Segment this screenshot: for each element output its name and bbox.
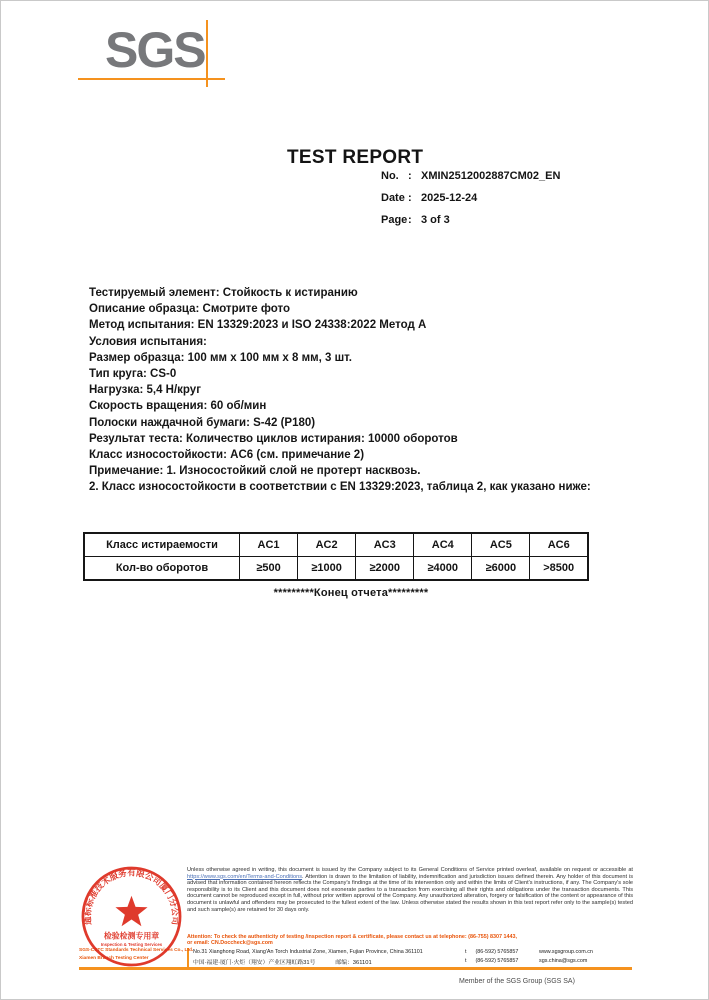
table-cell-ac4: AC4 (414, 533, 472, 557)
stamp-star-icon (115, 896, 147, 927)
company-stamp (80, 865, 183, 968)
report-details (89, 285, 645, 495)
logo-horizontal-rule (78, 78, 225, 80)
detail-sample-description: Описание образца: Смотрите фото (89, 303, 291, 316)
company-name-line2: Xiamen Branch Testing Center (79, 955, 149, 961)
report-number-value: XMIN2512002887CM02_EN (421, 170, 561, 182)
report-date-label: Date (381, 192, 405, 204)
phone-number: (86-592) 5765857 (475, 957, 519, 964)
report-date-value: 2025-12-24 (421, 192, 478, 204)
table-cell-ac1: AC1 (240, 533, 298, 557)
terms-and-conditions-link[interactable]: https://www.sgs.com/en/Terms-and-Conditions (187, 873, 303, 880)
detail-test-conditions: Условия испытания: (89, 335, 207, 348)
table-cell-rev-ac5: ≥6000 (472, 557, 530, 581)
disclaimer-text-post: . Attention is drawn to the limitation of liability, indemnification and jurisdiction issues defined therein. Any holder of this document is advised that information contained hereon reflects the Company's findings at the time of its intervention only and within the limits of Client's instructions, if any. The Company's sole responsibility is to its Client and this document does not exonerate parties to a transaction from exercising all their rights and obligations under the transaction documents. This document cannot be reproduced except in full, without prior written approval of the Company. Any unauthorized alteration, forgery or falsification of the content or appearance of this document is unlawful and offenders may be prosecuted to the fullest extent of the law. Unless otherwise stated the results shown in this test report refer only to the sample(s) tested and such sample(s) are retained for 30 days only. (187, 873, 633, 913)
table-cell-rev-ac1: ≥500 (240, 557, 298, 581)
address-chinese-text: 中国·福建·厦门·火炬（翔安）产业区翔虹路31号 (193, 960, 316, 966)
detail-wheel-type: Тип круга: CS-0 (89, 367, 177, 380)
table-header-class: Класс истираемости (84, 533, 240, 557)
report-page-row (381, 214, 641, 236)
contact-row-phone-web (465, 949, 593, 955)
table-row (84, 557, 588, 581)
report-date-row (381, 192, 641, 214)
report-page-label: Page (381, 214, 408, 226)
sgs-logo: SGS (105, 22, 205, 78)
table-cell-rev-ac2: ≥1000 (298, 557, 356, 581)
website-url: www.sgsgroup.com.cn (539, 949, 593, 955)
address-postcode: 邮编：361101 (335, 960, 372, 966)
table-cell-ac2: AC2 (298, 533, 356, 557)
table-row (84, 533, 588, 557)
report-number-row (381, 170, 641, 192)
detail-wear-class: Класс износостойкости: AC6 (см. примечание 2) (89, 448, 365, 461)
report-page-value: 3 of 3 (421, 214, 450, 226)
colon: : (408, 192, 412, 204)
abrasion-class-table (83, 532, 589, 581)
detail-rotation-speed: Скорость вращения: 60 об/мин (89, 400, 267, 413)
company-name-line1: SGS-CSTC Standards Technical Services Co., Ltd. (79, 948, 194, 953)
detail-test-result: Результат теста: Количество циклов истирания: 10000 оборотов (89, 432, 458, 445)
page-title: TEST REPORT (287, 147, 424, 168)
attention-line1: Attention: To check the authenticity of testing /inspection report & certificate, please contact us at telephone: (86-755) 8307 1443, (187, 934, 518, 940)
address-english: No.31 Xianghong Road, Xiang'An Torch Industrial Zone, Xiamen, Fujian Province, China 361101 (193, 949, 423, 955)
stamp-arc-text: 通标标准技术服务有限公司厦门分公司 (82, 867, 181, 926)
detail-tested-item: Тестируемый элемент: Стойкость к истиранию (89, 287, 358, 299)
table-cell-rev-ac3: ≥2000 (356, 557, 414, 581)
disclaimer-paragraph (187, 867, 633, 913)
stamp-english-text: Inspection & Testing Services (100, 942, 163, 948)
attention-line2: or email: CN.Doccheck@sgs.com (187, 940, 273, 947)
end-of-report-note: *********Конец отчета********* (273, 587, 429, 599)
table-cell-ac3: AC3 (356, 533, 414, 557)
detail-test-method: Метод испытания: EN 13329:2023 и ISO 24338:2022 Метод А (89, 319, 427, 332)
email-address: sgs.china@sgs.com (539, 957, 588, 964)
stamp-purpose-text: 检验检测专用章 (103, 931, 160, 941)
contact-row-phone-email (465, 958, 587, 964)
disclaimer-text-pre: Unless otherwise agreed in writing, this document is issued by the Company subject to its General Conditions of Service printed overleaf, available on request or accessible at (187, 867, 633, 873)
logo-vertical-rule (206, 20, 208, 87)
detail-sample-size: Размер образца: 100 мм x 100 мм x 8 мм, 3 шт. (89, 351, 352, 364)
address-chinese (193, 957, 372, 966)
table-cell-ac5: AC5 (472, 533, 530, 557)
phone-prefix: t (465, 957, 467, 964)
report-number-label: No. (381, 170, 399, 182)
phone-prefix: t (465, 949, 467, 955)
sgs-member-note: Member of the SGS Group (SGS SA) (459, 978, 575, 985)
colon: : (408, 214, 412, 226)
table-cell-rev-ac6: >8500 (530, 557, 588, 581)
colon: : (408, 170, 412, 182)
detail-sandpaper-strips: Полоски наждачной бумаги: S-42 (P180) (89, 416, 316, 429)
table-cell-rev-ac4: ≥4000 (414, 557, 472, 581)
detail-load: Нагрузка: 5,4 Н/круг (89, 384, 201, 397)
table-header-revolutions: Кол-во оборотов (84, 557, 240, 581)
phone-number: (86-592) 5765857 (475, 949, 519, 955)
detail-note-1: Примечание: 1. Износостойкий слой не протерт насквозь. (89, 465, 421, 478)
attention-notice (187, 934, 633, 947)
table-cell-ac6: AC6 (530, 533, 588, 557)
detail-note-2: 2. Класс износостойкости в соответствии с EN 13329:2023, таблица 2, как указано ниже: (89, 481, 591, 494)
report-meta (381, 170, 641, 236)
